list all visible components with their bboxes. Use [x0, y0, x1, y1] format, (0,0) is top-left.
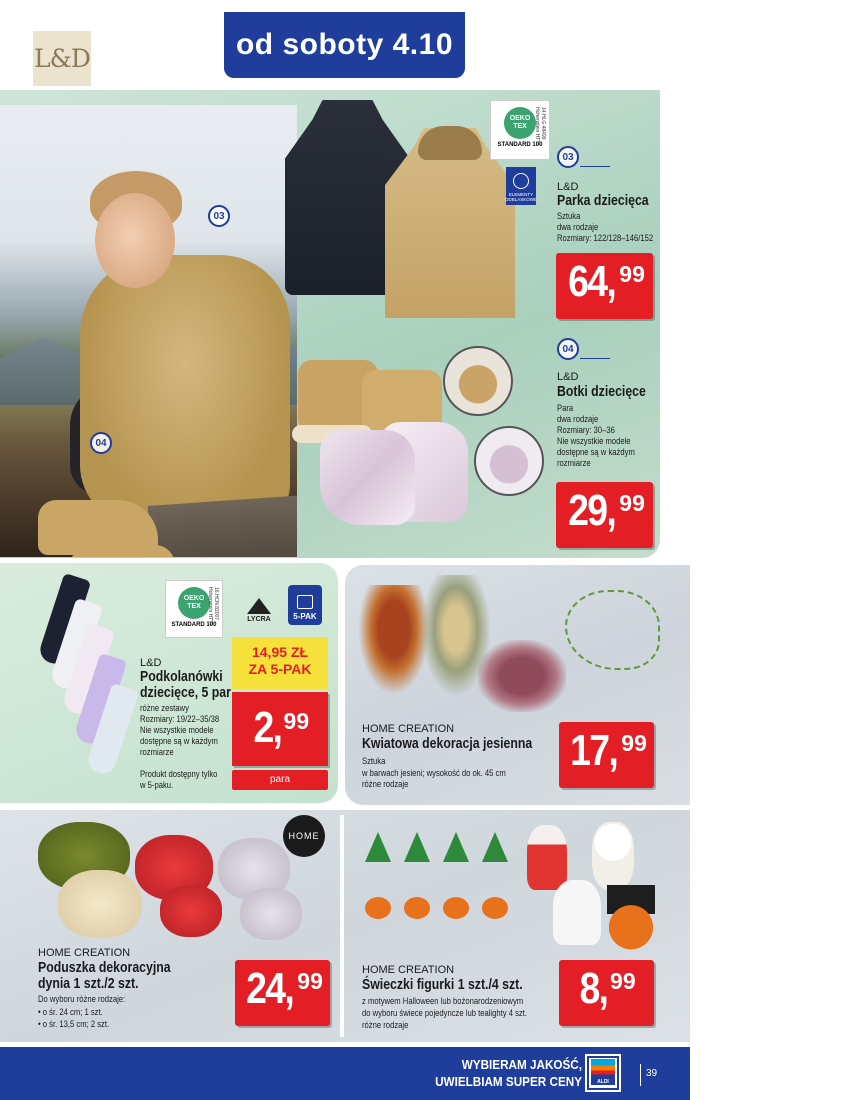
parka-unit: Sztuka: [557, 211, 581, 221]
flowers-title: Kwiatowa dekoracja jesienna: [362, 735, 533, 752]
footer-slogan: [429, 1056, 582, 1090]
page-number: 39: [646, 1068, 658, 1079]
oeko-tex-code: 14.HLG.48499 Hohenstein HTTI: [534, 107, 546, 145]
pumpkin-pillow-grey-small: [240, 888, 302, 940]
photo-badge-boots: 04: [90, 432, 112, 454]
boots-price-main: 29,: [568, 486, 616, 535]
socks-price-cents: 99: [283, 708, 310, 734]
boots-number: 04: [557, 338, 579, 360]
candles-brand: HOME CREATION: [362, 964, 455, 976]
aldi-logo-mark: ALDI: [591, 1059, 615, 1085]
panel-divider: [340, 815, 344, 1037]
parka-brand: L&D: [557, 181, 579, 193]
candles-price-cents: 99: [610, 968, 636, 994]
aldi-logo: [587, 1056, 619, 1090]
wood-log-shape: [148, 494, 297, 557]
slogan-line-1: WYBIERAM JAKOŚĆ,: [461, 1057, 582, 1072]
socks-sizes: Rozmiary: 19/22–35/38: [140, 714, 220, 724]
boot-detail-beige: [443, 346, 513, 416]
boots-price-cents: 99: [619, 490, 645, 516]
oeko-tex-code: 16.HCN.82007 Hohenstein HTTI: [207, 587, 219, 625]
pillow-price: [235, 960, 330, 1026]
socks-note-1: Nie wszystkie modele: [140, 725, 214, 735]
slogan-line-2: UWIELBIAM SUPER CENY: [435, 1074, 582, 1089]
oeko-tex-standard: STANDARD 100: [171, 622, 217, 628]
boot-detail-pink: [474, 426, 544, 496]
parka-title: Parka dziecięca: [557, 192, 649, 209]
flower-bouquet-image: [358, 585, 430, 695]
boots-note-1: Nie wszystkie modele: [557, 436, 631, 446]
tree-candle: [482, 832, 508, 862]
pillow-option-1: • o śr. 24 cm; 1 szt.: [38, 1007, 103, 1017]
boots-note-2: dostępne są w każdym: [557, 447, 635, 457]
candles-desc-2: do wyboru świece pojedyncze lub tealighty 4 szt.: [362, 1008, 527, 1018]
five-pack-label: 5-PAK: [293, 612, 317, 621]
pumpkin-candle: [365, 897, 391, 919]
parka-hood-fur: [418, 126, 482, 160]
socks-variants: różne zestawy: [140, 703, 189, 713]
ld-logo: L&D: [33, 31, 91, 86]
pack-price-line-2: ZA 5-PAK: [248, 661, 312, 677]
pillow-title-2: dynia 1 szt./2 szt.: [38, 975, 139, 992]
tree-candle: [365, 832, 391, 862]
date-banner: od soboty 4.10: [224, 12, 465, 78]
boots-variants: dwa rodzaje: [557, 414, 599, 424]
page-number-divider: [640, 1064, 641, 1086]
socks-availability-2: w 5-paku.: [140, 780, 174, 790]
pack-price-box: [232, 637, 328, 689]
oeko-tex-standard: STANDARD 100: [497, 142, 543, 148]
parka-price-cents: 99: [619, 261, 645, 287]
lycra-icon: [247, 598, 271, 614]
boots-unit: Para: [557, 403, 574, 413]
pillow-price-cents: 99: [297, 968, 323, 994]
bag-icon: [297, 595, 313, 609]
eucalyptus-wreath-image: [478, 640, 566, 712]
boots-brand: L&D: [557, 371, 579, 383]
socks-price-unit: para: [232, 770, 328, 790]
pumpkin-candle: [404, 897, 430, 919]
candles-price-main: 8,: [579, 964, 608, 1013]
photo-badge-parka: 03: [208, 205, 230, 227]
candles-desc-1: z motywem Halloween lub bożonarodzeniowym: [362, 996, 524, 1006]
home-creation-badge: HOME: [283, 815, 325, 857]
socks-brand: L&D: [140, 657, 162, 669]
witch-pumpkin-candle: [607, 885, 655, 950]
reflective-label: ELEMENTY ODBLASKOWE: [505, 192, 538, 202]
socks-price: [232, 692, 328, 766]
oeko-tex-badge: [165, 580, 223, 638]
pumpkin-pillow-red-small: [160, 885, 222, 937]
flowers-price-cents: 99: [621, 730, 647, 756]
socks-title-1: Podkolanówki: [140, 668, 223, 685]
lycra-label: LYCRA: [247, 616, 271, 623]
parka-number: 03: [557, 146, 579, 168]
pillow-brand: HOME CREATION: [38, 947, 131, 959]
socks-availability-1: Produkt dostępny tylko: [140, 769, 218, 779]
flowers-price: [559, 722, 654, 788]
pillow-price-main: 24,: [246, 964, 294, 1013]
flowers-desc: w barwach jesieni; wysokość do ok. 45 cm: [362, 768, 506, 778]
boots-sizes: Rozmiary: 30–36: [557, 425, 615, 435]
snowman-candle: [592, 822, 634, 890]
parka-price-main: 64,: [568, 257, 616, 306]
parka-sizes: Rozmiary: 122/128–146/152: [557, 233, 654, 243]
boots-note-3: rozmiarze: [557, 458, 591, 468]
coat-shape: [80, 255, 290, 525]
ghost-candle: [553, 880, 601, 945]
pillow-title-1: Poduszka dekoracyjna: [38, 959, 171, 976]
socks-price-main: 2,: [253, 703, 282, 752]
five-pack-badge: [288, 585, 322, 625]
pillow-choice: Do wyboru różne rodzaje:: [38, 994, 126, 1004]
pillow-option-2: • o śr. 13,5 cm; 2 szt.: [38, 1019, 110, 1029]
candles-variants: różne rodzaje: [362, 1020, 409, 1030]
socks-note-2: dostępne są w każdym: [140, 736, 218, 746]
child-photo: [0, 105, 297, 557]
flowers-price-main: 17,: [570, 726, 618, 775]
flowers-brand: HOME CREATION: [362, 723, 455, 735]
candles-title: Świeczki figurki 1 szt./4 szt.: [362, 976, 523, 993]
oeko-tex-icon: OEKO TEX: [178, 587, 210, 619]
santa-candle: [527, 825, 567, 890]
face-shape: [95, 193, 175, 288]
parka-number-line: [580, 166, 610, 167]
reflective-badge: [506, 167, 536, 205]
lycra-logo: [240, 589, 278, 623]
tree-candle: [443, 832, 469, 862]
oeko-tex-badge: [490, 100, 550, 160]
pack-price-line-1: 14,95 ZŁ: [251, 644, 309, 660]
pumpkin-candle: [482, 897, 508, 919]
candles-price: [559, 960, 654, 1026]
boots-price: [556, 482, 653, 548]
reflective-icon: [513, 173, 529, 189]
pumpkin-candle: [443, 897, 469, 919]
flowers-unit: Sztuka: [362, 756, 386, 766]
tree-candle: [404, 832, 430, 862]
parka-price: [556, 253, 653, 319]
flowers-variants: różne rodzaje: [362, 779, 409, 789]
boots-number-line: [580, 358, 610, 359]
pumpkin-pillow-cream: [58, 870, 142, 938]
parka-variants: dwa rodzaje: [557, 222, 599, 232]
boot-image-pink: [320, 430, 415, 525]
socks-note-3: rozmiarze: [140, 747, 174, 757]
oeko-tex-icon: OEKO TEX: [504, 107, 536, 139]
socks-title-2: dziecięce, 5 par: [140, 684, 231, 701]
boots-title: Botki dziecięce: [557, 383, 646, 400]
